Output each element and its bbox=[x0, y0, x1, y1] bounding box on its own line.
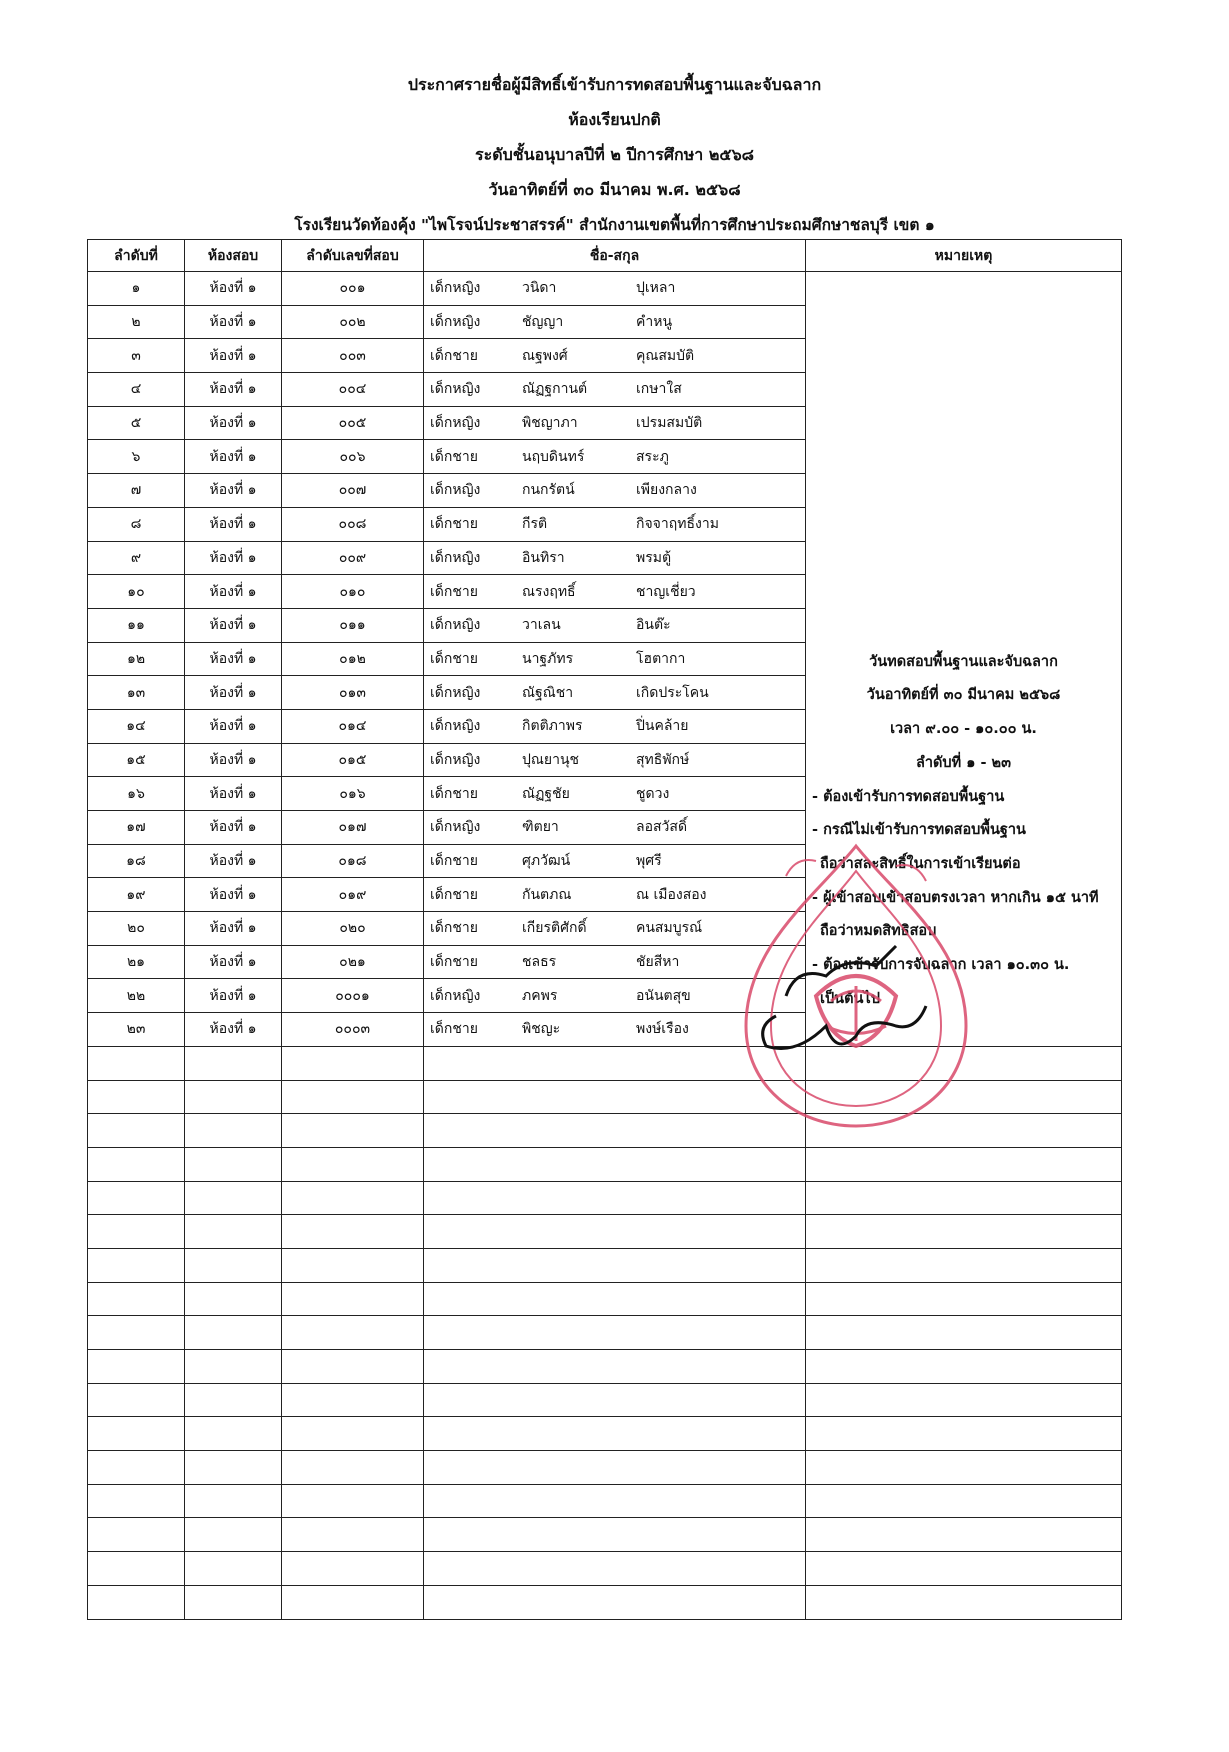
cell-no: ๔ bbox=[88, 373, 185, 407]
cell-room: ห้องที่ ๑ bbox=[185, 1013, 282, 1047]
cell-room: ห้องที่ ๑ bbox=[185, 440, 282, 474]
table-row bbox=[88, 1147, 1122, 1181]
cell-exam-no: ๐๑๔ bbox=[282, 709, 424, 743]
cell-room bbox=[185, 1282, 282, 1316]
cell-no: ๑๙ bbox=[88, 878, 185, 912]
cell-remarks bbox=[806, 1552, 1122, 1586]
cell-no bbox=[88, 1147, 185, 1181]
title-line-1: ประกาศรายชื่อผู้มีสิทธิ์เข้ารับการทดสอบพื้นฐานและจับฉลาก bbox=[407, 75, 822, 94]
cell-name bbox=[424, 979, 806, 1013]
name-title: เด็กหญิง bbox=[430, 482, 481, 499]
name-title: เด็กหญิง bbox=[430, 314, 481, 331]
cell-exam-no: ๐๑๘ bbox=[282, 844, 424, 878]
cell-room: ห้องที่ ๑ bbox=[185, 743, 282, 777]
cell-room bbox=[185, 1147, 282, 1181]
cell-room bbox=[185, 1518, 282, 1552]
first-name: ณัฏฐกานต์ bbox=[522, 381, 588, 398]
cell-room: ห้องที่ ๑ bbox=[185, 844, 282, 878]
cell-exam-no: ๐๐๑ bbox=[282, 272, 424, 306]
table-body bbox=[88, 272, 1122, 1620]
title-line-2: ห้องเรียนปกติ bbox=[568, 110, 661, 129]
cell-name bbox=[424, 1248, 806, 1282]
cell-no bbox=[88, 1451, 185, 1485]
cell-exam-no: ๐๐๖ bbox=[282, 440, 424, 474]
cell-exam-no: ๐๑๒ bbox=[282, 642, 424, 676]
cell-name bbox=[424, 1080, 806, 1114]
cell-no: ๙ bbox=[88, 541, 185, 575]
cell-no bbox=[88, 1585, 185, 1619]
col-header-no: ลำดับที่ bbox=[88, 240, 185, 272]
cell-name bbox=[424, 373, 806, 407]
last-name: สุทธิพักษ์ bbox=[636, 751, 690, 768]
cell-remarks bbox=[806, 1484, 1122, 1518]
last-name: ปุเหลา bbox=[636, 280, 676, 297]
cell-no: ๑ bbox=[88, 272, 185, 306]
cell-name bbox=[424, 272, 806, 306]
last-name: พุศรี bbox=[636, 853, 662, 870]
cell-no: ๕ bbox=[88, 406, 185, 440]
title-line-4: วันอาทิตย์ที่ ๓๐ มีนาคม พ.ศ. ๒๕๖๘ bbox=[488, 180, 741, 199]
first-name: พิชญะ bbox=[522, 1021, 561, 1038]
cell-no: ๑๑ bbox=[88, 608, 185, 642]
cell-exam-no: ๐๐๘ bbox=[282, 507, 424, 541]
cell-remarks bbox=[806, 1585, 1122, 1619]
name-title: เด็กชาย bbox=[430, 347, 478, 364]
name-title: เด็กชาย bbox=[430, 650, 478, 667]
col-header-room: ห้องสอบ bbox=[185, 240, 282, 272]
cell-no bbox=[88, 1417, 185, 1451]
cell-room: ห้องที่ ๑ bbox=[185, 676, 282, 710]
first-name: อินทิรา bbox=[522, 549, 565, 566]
cell-no: ๖ bbox=[88, 440, 185, 474]
cell-name bbox=[424, 507, 806, 541]
col-header-name: ชื่อ-สกุล bbox=[424, 240, 806, 272]
cell-name bbox=[424, 305, 806, 339]
cell-remarks bbox=[806, 272, 1122, 1047]
first-name: กนกรัตน์ bbox=[522, 482, 575, 499]
name-title: เด็กชาย bbox=[430, 448, 478, 465]
cell-name bbox=[424, 575, 806, 609]
cell-no bbox=[88, 1316, 185, 1350]
cell-name bbox=[424, 1282, 806, 1316]
first-name: กันตภณ bbox=[522, 886, 572, 903]
last-name: ชาญเชี่ยว bbox=[636, 583, 696, 600]
cell-exam-no bbox=[282, 1518, 424, 1552]
col-header-remarks: หมายเหตุ bbox=[806, 240, 1122, 272]
cell-name bbox=[424, 1181, 806, 1215]
cell-exam-no bbox=[282, 1215, 424, 1249]
roster-table bbox=[87, 239, 1122, 1620]
name-title: เด็กหญิง bbox=[430, 549, 481, 566]
cell-exam-no: ๐๐๐๓ bbox=[282, 1013, 424, 1047]
cell-remarks bbox=[806, 1451, 1122, 1485]
cell-no: ๒ bbox=[88, 305, 185, 339]
cell-exam-no bbox=[282, 1417, 424, 1451]
last-name: คนสมบูรณ์ bbox=[636, 920, 703, 937]
cell-exam-no bbox=[282, 1046, 424, 1080]
cell-exam-no: ๐๑๙ bbox=[282, 878, 424, 912]
name-title: เด็กชาย bbox=[430, 886, 478, 903]
table-row bbox=[88, 1417, 1122, 1451]
last-name: ลอสวัสดิ์ bbox=[636, 819, 688, 836]
cell-room: ห้องที่ ๑ bbox=[185, 642, 282, 676]
cell-room: ห้องที่ ๑ bbox=[185, 339, 282, 373]
cell-no bbox=[88, 1518, 185, 1552]
title-line-3: ระดับชั้นอนุบาลปีที่ ๒ ปีการศึกษา ๒๕๖๘ bbox=[475, 145, 754, 164]
cell-name bbox=[424, 1215, 806, 1249]
cell-exam-no bbox=[282, 1552, 424, 1586]
cell-exam-no: ๐๐๒ bbox=[282, 305, 424, 339]
last-name: อนันตสุข bbox=[636, 987, 691, 1004]
cell-no: ๑๕ bbox=[88, 743, 185, 777]
cell-no: ๗ bbox=[88, 474, 185, 508]
cell-exam-no: ๐๐๐๑ bbox=[282, 979, 424, 1013]
last-name: ชัยสีหา bbox=[636, 954, 680, 971]
cell-name bbox=[424, 1451, 806, 1485]
cell-name bbox=[424, 642, 806, 676]
first-name: ณฐพงศ์ bbox=[522, 347, 568, 364]
last-name: อินต๊ะ bbox=[636, 617, 671, 634]
cell-no: ๑๘ bbox=[88, 844, 185, 878]
cell-remarks bbox=[806, 1080, 1122, 1114]
table-row bbox=[88, 1451, 1122, 1485]
name-title: เด็กหญิง bbox=[430, 617, 481, 634]
cell-room bbox=[185, 1350, 282, 1384]
name-title: เด็กหญิง bbox=[430, 987, 481, 1004]
last-name: คุณสมบัติ bbox=[636, 347, 695, 364]
cell-name bbox=[424, 1552, 806, 1586]
name-title: เด็กหญิง bbox=[430, 280, 481, 297]
cell-room: ห้องที่ ๑ bbox=[185, 575, 282, 609]
remarks-item-3: - ผู้เข้าสอบเข้าสอบตรงเวลา หากเกิน ๑๕ นาที bbox=[812, 889, 1099, 906]
cell-no: ๒๓ bbox=[88, 1013, 185, 1047]
last-name: กิจจาฤทธิ์งาม bbox=[636, 516, 719, 533]
cell-no: ๑๔ bbox=[88, 709, 185, 743]
table-row bbox=[88, 1316, 1122, 1350]
cell-room: ห้องที่ ๑ bbox=[185, 272, 282, 306]
first-name: พิชญาภา bbox=[522, 415, 578, 432]
cell-name bbox=[424, 676, 806, 710]
table-row bbox=[88, 1215, 1122, 1249]
cell-name bbox=[424, 1316, 806, 1350]
cell-room: ห้องที่ ๑ bbox=[185, 541, 282, 575]
cell-room bbox=[185, 1248, 282, 1282]
name-title: เด็กหญิง bbox=[430, 751, 481, 768]
name-title: เด็กหญิง bbox=[430, 381, 481, 398]
cell-name bbox=[424, 844, 806, 878]
cell-exam-no: ๐๑๑ bbox=[282, 608, 424, 642]
cell-room bbox=[185, 1484, 282, 1518]
cell-remarks bbox=[806, 1383, 1122, 1417]
cell-name bbox=[424, 811, 806, 845]
cell-name bbox=[424, 709, 806, 743]
document-header bbox=[0, 76, 1229, 251]
cell-room: ห้องที่ ๑ bbox=[185, 507, 282, 541]
first-name: ชัญญา bbox=[522, 314, 564, 331]
cell-remarks bbox=[806, 1215, 1122, 1249]
cell-no: ๒๐ bbox=[88, 912, 185, 946]
col-header-exam-no: ลำดับเลขที่สอบ bbox=[282, 240, 424, 272]
last-name: คำหนู bbox=[636, 314, 673, 331]
cell-room: ห้องที่ ๑ bbox=[185, 406, 282, 440]
table-row bbox=[88, 1080, 1122, 1114]
cell-exam-no bbox=[282, 1484, 424, 1518]
cell-name bbox=[424, 1417, 806, 1451]
cell-remarks bbox=[806, 1046, 1122, 1080]
table-row bbox=[88, 1552, 1122, 1586]
first-name: กิตติภาพร bbox=[522, 718, 583, 735]
cell-room bbox=[185, 1552, 282, 1586]
cell-exam-no bbox=[282, 1282, 424, 1316]
table-header-row bbox=[88, 240, 1122, 272]
cell-room: ห้องที่ ๑ bbox=[185, 945, 282, 979]
name-title: เด็กชาย bbox=[430, 920, 478, 937]
first-name: ชลธร bbox=[522, 954, 557, 971]
cell-no: ๑๒ bbox=[88, 642, 185, 676]
table-row bbox=[88, 272, 1122, 306]
cell-name bbox=[424, 1484, 806, 1518]
cell-name bbox=[424, 1046, 806, 1080]
cell-room bbox=[185, 1417, 282, 1451]
cell-no: ๑๐ bbox=[88, 575, 185, 609]
cell-exam-no bbox=[282, 1114, 424, 1148]
cell-room bbox=[185, 1215, 282, 1249]
table-row bbox=[88, 1350, 1122, 1384]
cell-room: ห้องที่ ๑ bbox=[185, 305, 282, 339]
cell-remarks bbox=[806, 1248, 1122, 1282]
remarks-item-4-cont: เป็นต้นไป bbox=[820, 990, 880, 1007]
cell-room: ห้องที่ ๑ bbox=[185, 474, 282, 508]
cell-exam-no: ๐๑๖ bbox=[282, 777, 424, 811]
cell-name bbox=[424, 1350, 806, 1384]
name-title: เด็กหญิง bbox=[430, 819, 481, 836]
cell-name bbox=[424, 743, 806, 777]
cell-exam-no: ๐๐๕ bbox=[282, 406, 424, 440]
cell-room: ห้องที่ ๑ bbox=[185, 912, 282, 946]
cell-exam-no bbox=[282, 1080, 424, 1114]
cell-exam-no: ๐๐๔ bbox=[282, 373, 424, 407]
name-title: เด็กชาย bbox=[430, 583, 478, 600]
cell-exam-no bbox=[282, 1147, 424, 1181]
cell-room: ห้องที่ ๑ bbox=[185, 878, 282, 912]
cell-name bbox=[424, 1013, 806, 1047]
cell-room: ห้องที่ ๑ bbox=[185, 709, 282, 743]
cell-exam-no: ๐๐๓ bbox=[282, 339, 424, 373]
cell-remarks bbox=[806, 1147, 1122, 1181]
table-row bbox=[88, 1518, 1122, 1552]
remarks-item-2: - กรณีไม่เข้ารับการทดสอบพื้นฐาน bbox=[812, 822, 1026, 839]
last-name: ณ เมืองสอง bbox=[636, 886, 707, 903]
remarks-item-1: - ต้องเข้ารับการทดสอบพื้นฐาน bbox=[812, 788, 1005, 805]
cell-exam-no: ๐๐๙ bbox=[282, 541, 424, 575]
cell-name bbox=[424, 608, 806, 642]
cell-remarks bbox=[806, 1114, 1122, 1148]
first-name: ศุภวัฒน์ bbox=[522, 853, 571, 870]
cell-name bbox=[424, 541, 806, 575]
name-title: เด็กหญิง bbox=[430, 415, 481, 432]
cell-remarks bbox=[806, 1316, 1122, 1350]
cell-room bbox=[185, 1046, 282, 1080]
table-row bbox=[88, 1383, 1122, 1417]
cell-room bbox=[185, 1316, 282, 1350]
cell-exam-no bbox=[282, 1451, 424, 1485]
table-row bbox=[88, 1181, 1122, 1215]
cell-name bbox=[424, 1383, 806, 1417]
first-name: ณัฏฐชัย bbox=[522, 785, 570, 802]
cell-room bbox=[185, 1181, 282, 1215]
table-row bbox=[88, 1484, 1122, 1518]
cell-room bbox=[185, 1114, 282, 1148]
cell-exam-no: ๐๒๐ bbox=[282, 912, 424, 946]
cell-room bbox=[185, 1383, 282, 1417]
table-row bbox=[88, 1282, 1122, 1316]
cell-no: ๒๒ bbox=[88, 979, 185, 1013]
cell-no: ๓ bbox=[88, 339, 185, 373]
cell-name bbox=[424, 912, 806, 946]
last-name: เปรมสมบัติ bbox=[636, 415, 703, 432]
cell-exam-no: ๐๒๑ bbox=[282, 945, 424, 979]
cell-name bbox=[424, 406, 806, 440]
cell-name bbox=[424, 339, 806, 373]
cell-no bbox=[88, 1181, 185, 1215]
remarks-test-day: วันทดสอบพื้นฐานและจับฉลาก bbox=[869, 653, 1058, 670]
cell-room: ห้องที่ ๑ bbox=[185, 811, 282, 845]
first-name: กีรติ bbox=[522, 516, 548, 533]
cell-exam-no bbox=[282, 1383, 424, 1417]
cell-exam-no bbox=[282, 1248, 424, 1282]
table-row bbox=[88, 1046, 1122, 1080]
cell-room bbox=[185, 1080, 282, 1114]
first-name: วาเลน bbox=[522, 617, 561, 634]
last-name: ปิ่นคล้าย bbox=[636, 718, 689, 735]
cell-exam-no bbox=[282, 1181, 424, 1215]
first-name: เกียรติศักดิ์ bbox=[522, 920, 587, 937]
name-title: เด็กหญิง bbox=[430, 684, 481, 701]
cell-no bbox=[88, 1114, 185, 1148]
remarks-item-3-cont: ถือว่าหมดสิทธิสอบ bbox=[820, 923, 937, 940]
cell-name bbox=[424, 878, 806, 912]
first-name: ณรงฤทธิ์ bbox=[522, 583, 576, 600]
cell-no bbox=[88, 1282, 185, 1316]
cell-no bbox=[88, 1383, 185, 1417]
remarks-test-time: เวลา ๙.๐๐ - ๑๐.๐๐ น. bbox=[890, 721, 1037, 738]
cell-no bbox=[88, 1484, 185, 1518]
first-name: นาฐภัทร bbox=[522, 650, 574, 667]
cell-no bbox=[88, 1080, 185, 1114]
cell-name bbox=[424, 1114, 806, 1148]
cell-no: ๒๑ bbox=[88, 945, 185, 979]
cell-name bbox=[424, 440, 806, 474]
cell-room: ห้องที่ ๑ bbox=[185, 608, 282, 642]
name-title: เด็กชาย bbox=[430, 954, 478, 971]
first-name: ปุณยานุช bbox=[522, 751, 580, 768]
cell-exam-no: ๐๑๐ bbox=[282, 575, 424, 609]
cell-room: ห้องที่ ๑ bbox=[185, 373, 282, 407]
remarks-order-range: ลำดับที่ ๑ - ๒๓ bbox=[915, 754, 1012, 771]
cell-name bbox=[424, 1518, 806, 1552]
cell-no bbox=[88, 1350, 185, 1384]
cell-no: ๑๗ bbox=[88, 811, 185, 845]
remarks-test-date: วันอาทิตย์ที่ ๓๐ มีนาคม ๒๕๖๘ bbox=[866, 687, 1061, 704]
last-name: พงษ์เรือง bbox=[636, 1021, 689, 1038]
cell-remarks bbox=[806, 1417, 1122, 1451]
cell-name bbox=[424, 945, 806, 979]
cell-exam-no: ๐๑๕ bbox=[282, 743, 424, 777]
cell-remarks bbox=[806, 1282, 1122, 1316]
cell-no: ๑๖ bbox=[88, 777, 185, 811]
cell-no bbox=[88, 1552, 185, 1586]
cell-room bbox=[185, 1451, 282, 1485]
last-name: ชูดวง bbox=[636, 785, 670, 802]
last-name: เกษาใส bbox=[636, 381, 682, 398]
cell-no: ๑๓ bbox=[88, 676, 185, 710]
cell-no: ๘ bbox=[88, 507, 185, 541]
cell-exam-no bbox=[282, 1316, 424, 1350]
name-title: เด็กชาย bbox=[430, 516, 478, 533]
school-line: โรงเรียนวัดท้องคุ้ง "ไพโรจน์ประชาสรรค์" สำนักงานเขตพื้นที่การศึกษาประถมศึกษาชลบุรี เขต ๑ bbox=[294, 216, 935, 234]
cell-name bbox=[424, 1585, 806, 1619]
cell-exam-no bbox=[282, 1585, 424, 1619]
cell-no bbox=[88, 1215, 185, 1249]
cell-exam-no: ๐๑๗ bbox=[282, 811, 424, 845]
cell-room: ห้องที่ ๑ bbox=[185, 777, 282, 811]
last-name: โฮตากา bbox=[636, 650, 686, 667]
last-name: เกิดประโคน bbox=[636, 684, 709, 701]
last-name: สระภู bbox=[636, 448, 669, 465]
last-name: พรมตู้ bbox=[636, 549, 672, 566]
table-row bbox=[88, 1114, 1122, 1148]
first-name: ฑิตยา bbox=[522, 819, 559, 836]
first-name: ภคพร bbox=[522, 987, 558, 1004]
cell-remarks bbox=[806, 1350, 1122, 1384]
cell-remarks bbox=[806, 1181, 1122, 1215]
cell-room: ห้องที่ ๑ bbox=[185, 979, 282, 1013]
name-title: เด็กชาย bbox=[430, 785, 478, 802]
remarks-item-4: - ต้องเข้ารับการจับฉลาก เวลา ๑๐.๓๐ น. bbox=[812, 957, 1070, 973]
first-name: ณัฐณิชา bbox=[522, 684, 574, 701]
cell-no bbox=[88, 1248, 185, 1282]
cell-name bbox=[424, 474, 806, 508]
cell-room bbox=[185, 1585, 282, 1619]
last-name: เพียงกลาง bbox=[636, 482, 697, 499]
cell-name bbox=[424, 777, 806, 811]
table-row bbox=[88, 1248, 1122, 1282]
name-title: เด็กหญิง bbox=[430, 718, 481, 735]
remarks-item-2-cont: ถือว่าสละสิทธิ์ในการเข้าเรียนต่อ bbox=[820, 855, 1021, 872]
cell-exam-no: ๐๐๗ bbox=[282, 474, 424, 508]
first-name: วนิดา bbox=[522, 280, 557, 297]
first-name: นฤบดินทร์ bbox=[522, 448, 585, 465]
cell-exam-no bbox=[282, 1350, 424, 1384]
table-row bbox=[88, 1585, 1122, 1619]
name-title: เด็กชาย bbox=[430, 1021, 478, 1038]
cell-name bbox=[424, 1147, 806, 1181]
name-title: เด็กชาย bbox=[430, 853, 478, 870]
cell-no bbox=[88, 1046, 185, 1080]
cell-remarks bbox=[806, 1518, 1122, 1552]
cell-exam-no: ๐๑๓ bbox=[282, 676, 424, 710]
